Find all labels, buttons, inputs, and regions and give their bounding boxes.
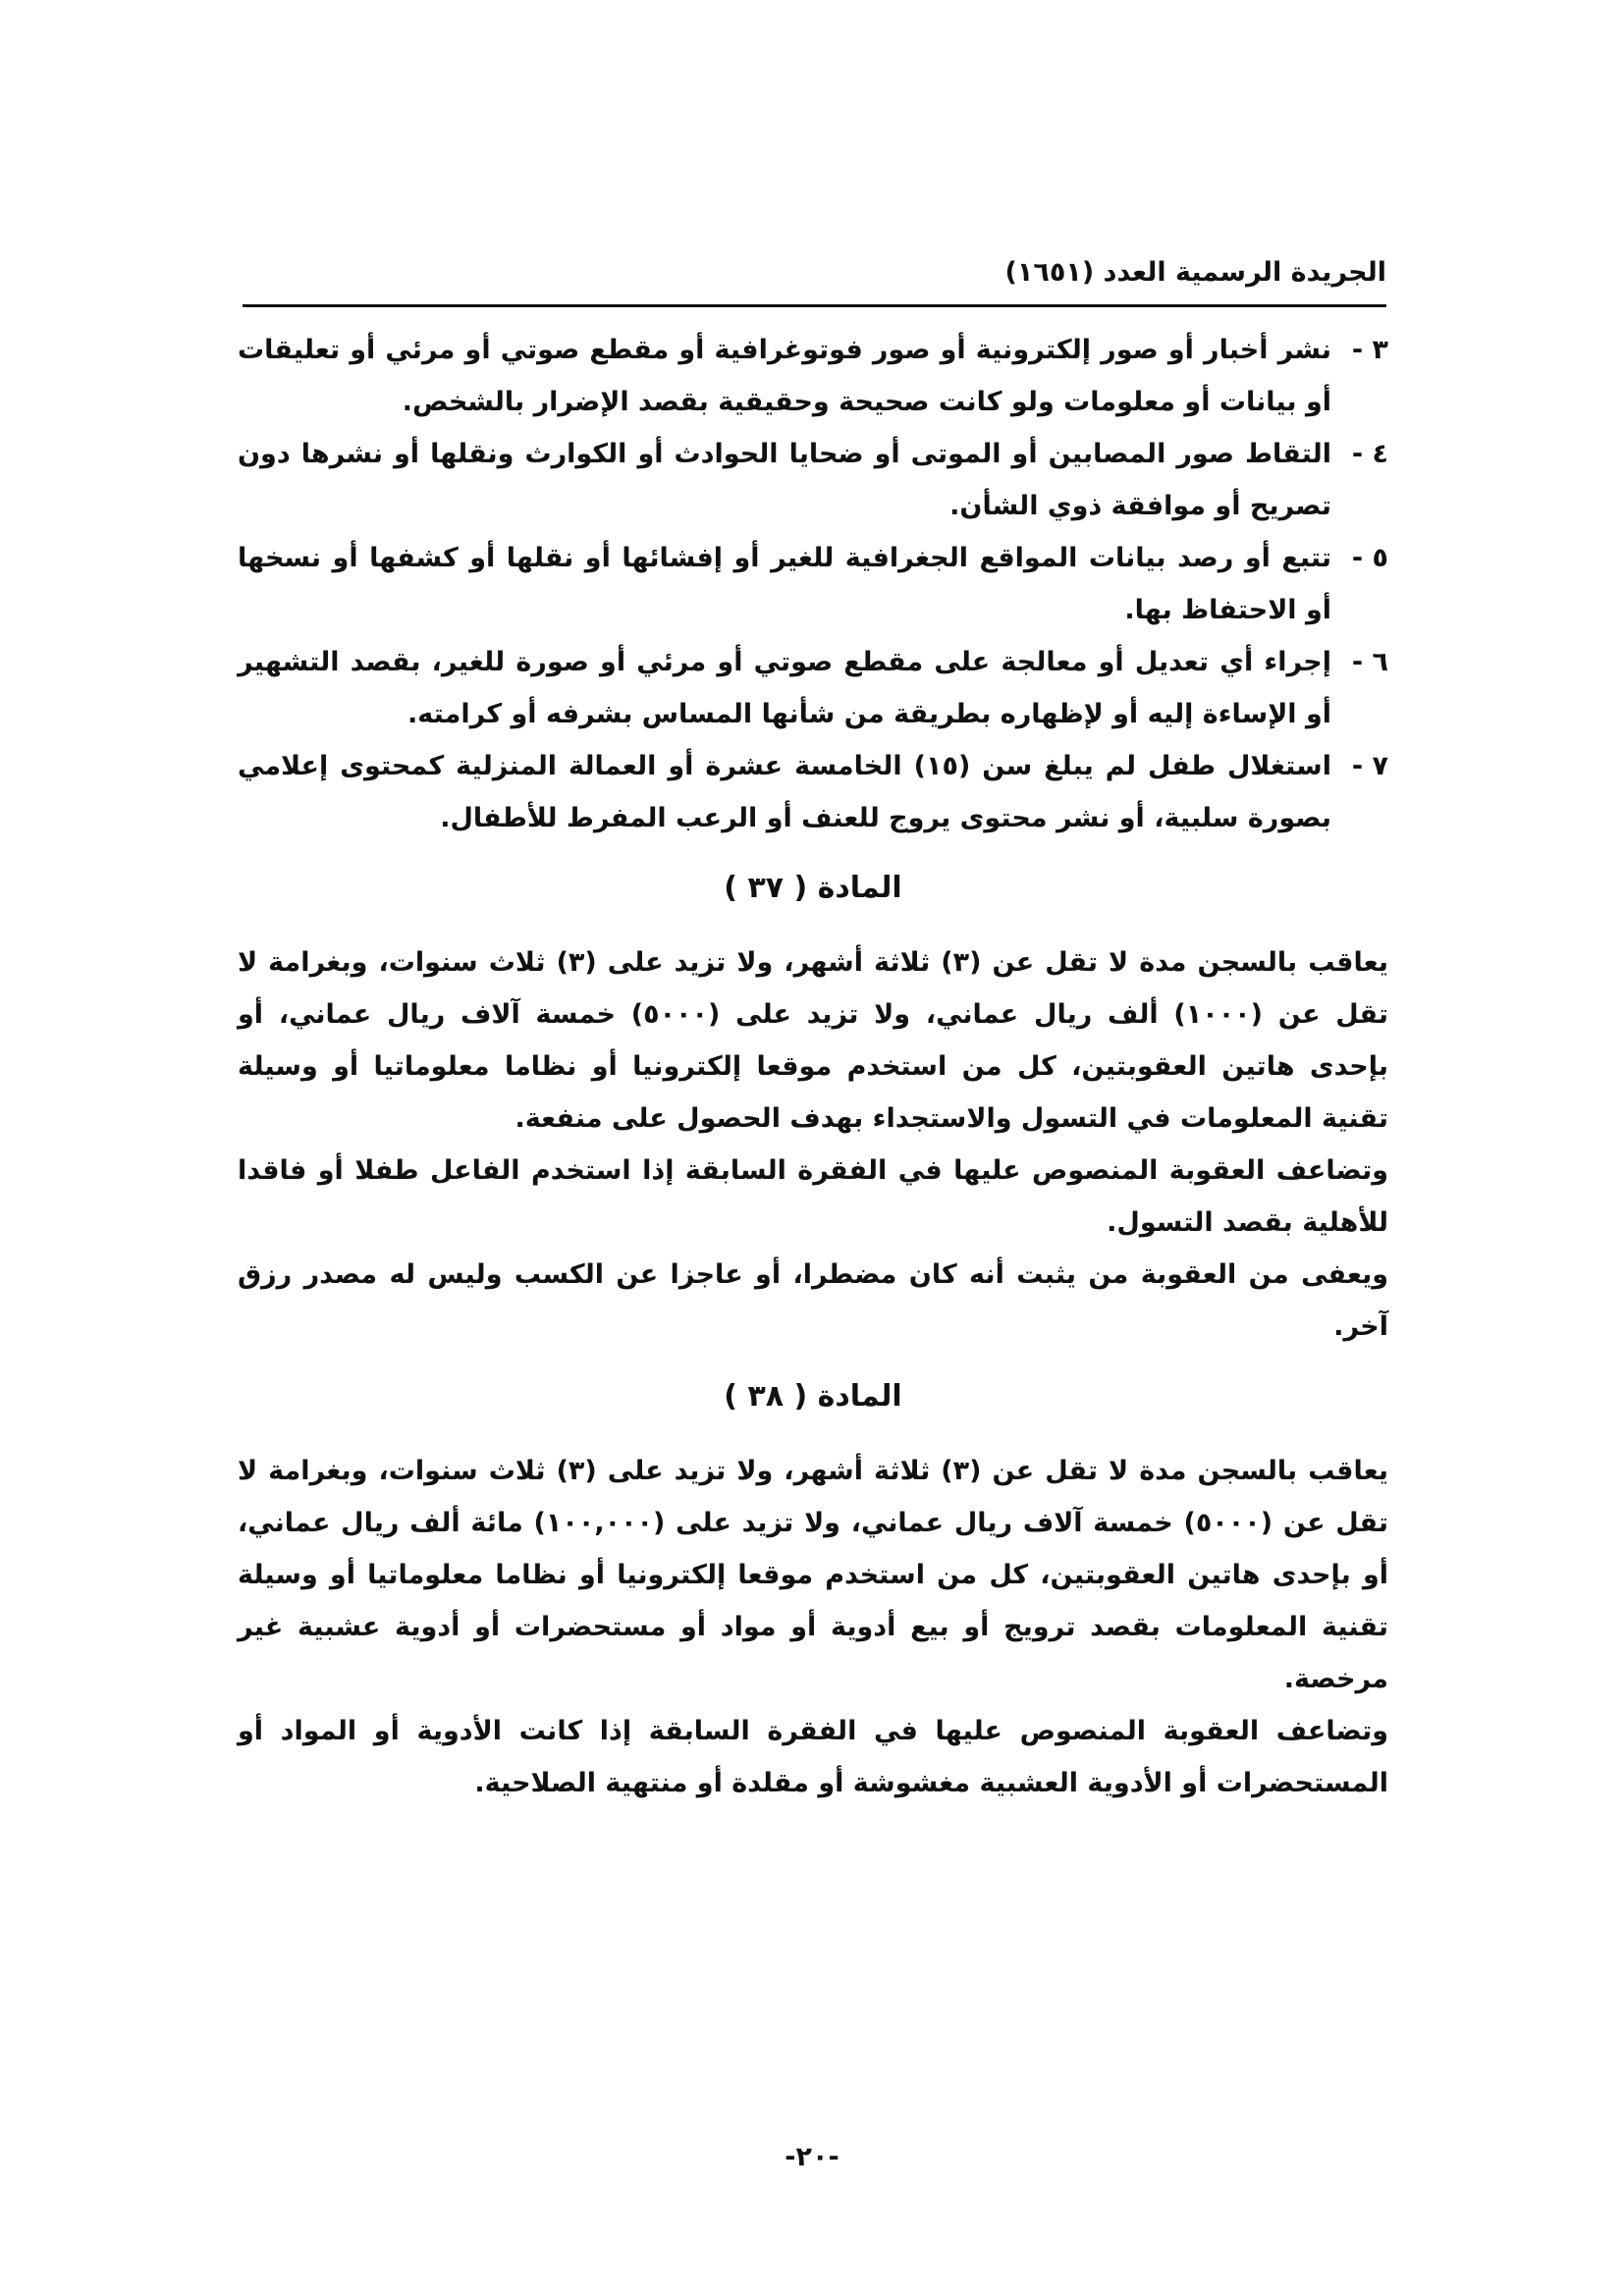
list-item-text: التقاط صور المصابين أو الموتى أو ضحايا الحوادث أو الكوارث ونقلها أو نشرها دون تصريح أو موافقة ذوي الشأن. <box>238 439 1331 521</box>
list-item-text: استغلال طفل لم يبلغ سن (١٥) الخامسة عشرة أو العمالة المنزلية كمحتوى إعلامي بصورة سلبية، أو نشر محتوى يروج للعنف أو الرعب المفرط للأطفال. <box>238 751 1331 833</box>
page-number: -٢٠- <box>785 2142 839 2172</box>
list-item-text: نشر أخبار أو صور إلكترونية أو صور فوتوغرافية أو مقطع صوتي أو مرئي أو تعليقات أو بيانات أو معلومات ولو كانت صحيحة وحقيقية بقصد الإضرار بالشخص. <box>238 335 1331 417</box>
list-item-text: تتبع أو رصد بيانات المواقع الجغرافية للغير أو إفشائها أو نقلها أو كشفها أو نسخها أو الاحتفاظ بها. <box>238 543 1331 625</box>
header-divider <box>243 304 1386 307</box>
article-37-paragraph: وتضاعف العقوبة المنصوص عليها في الفقرة السابقة إذا استخدم الفاعل طفلا أو فاقدا للأهلية بقصد التسول. <box>238 1155 1388 1238</box>
list-item-number: ٤ - <box>1351 439 1388 469</box>
list-item-number: ٣ - <box>1351 335 1388 365</box>
list-item-number: ٦ - <box>1351 647 1388 677</box>
article-38-paragraph: يعاقب بالسجن مدة لا تقل عن (٣) ثلاثة أشهر، ولا تزيد على (٣) ثلاث سنوات، وبغرامة لا تقل عن (٥٠٠٠) خمسة آلاف ريال عماني، ولا تزيد على (١٠٠,٠٠٠) مائة ألف ريال عماني، أو بإحدى هاتين العقوبتين، كل من استخدم موقعا إلكترونيا أو نظاما معلوماتيا أو وسيلة تقنية المعلومات بقصد ترويج أو بيع أدوية أو مواد أو مستحضرات أو أدوية عشبية غير مرخصة. <box>238 1456 1388 1694</box>
list-item <box>238 636 1388 740</box>
list-item <box>238 324 1388 428</box>
list-item-number: ٥ - <box>1351 543 1388 573</box>
list-item-number: ٧ - <box>1351 751 1388 781</box>
article-38-title: المادة ( ٣٨ ) <box>724 1379 902 1414</box>
article-37-paragraph: ويعفى من العقوبة من يثبت أنه كان مضطرا، أو عاجزا عن الكسب وليس له مصدر رزق آخر. <box>238 1259 1388 1342</box>
list-item <box>238 740 1388 844</box>
article-37-title: المادة ( ٣٧ ) <box>724 871 902 905</box>
page-content <box>238 324 1388 1809</box>
article-37-paragraph: يعاقب بالسجن مدة لا تقل عن (٣) ثلاثة أشهر، ولا تزيد على (٣) ثلاث سنوات، وبغرامة لا تقل عن (١٠٠٠) ألف ريال عماني، ولا تزيد على (٥٠٠٠) خمسة آلاف ريال عماني، أو بإحدى هاتين العقوبتين، كل من استخدم موقعا إلكترونيا أو نظاما معلوماتيا أو وسيلة تقنية المعلومات في التسول والاستجداء بهدف الحصول على منفعة. <box>238 947 1388 1134</box>
list-item <box>238 428 1388 532</box>
list-item <box>238 532 1388 636</box>
list-item-text: إجراء أي تعديل أو معالجة على مقطع صوتي أو مرئي أو صورة للغير، بقصد التشهير أو الإساءة إليه أو لإظهاره بطريقة من شأنها المساس بشرفه أو كرامته. <box>238 647 1331 729</box>
article-38-paragraph: وتضاعف العقوبة المنصوص عليها في الفقرة السابقة إذا كانت الأدوية أو المواد أو المستحضرات أو الأدوية العشبية مغشوشة أو مقلدة أو منتهية الصلاحية. <box>238 1716 1388 1798</box>
gazette-header-title: الجريدة الرسمية العدد (١٦٥١) <box>1004 257 1386 288</box>
